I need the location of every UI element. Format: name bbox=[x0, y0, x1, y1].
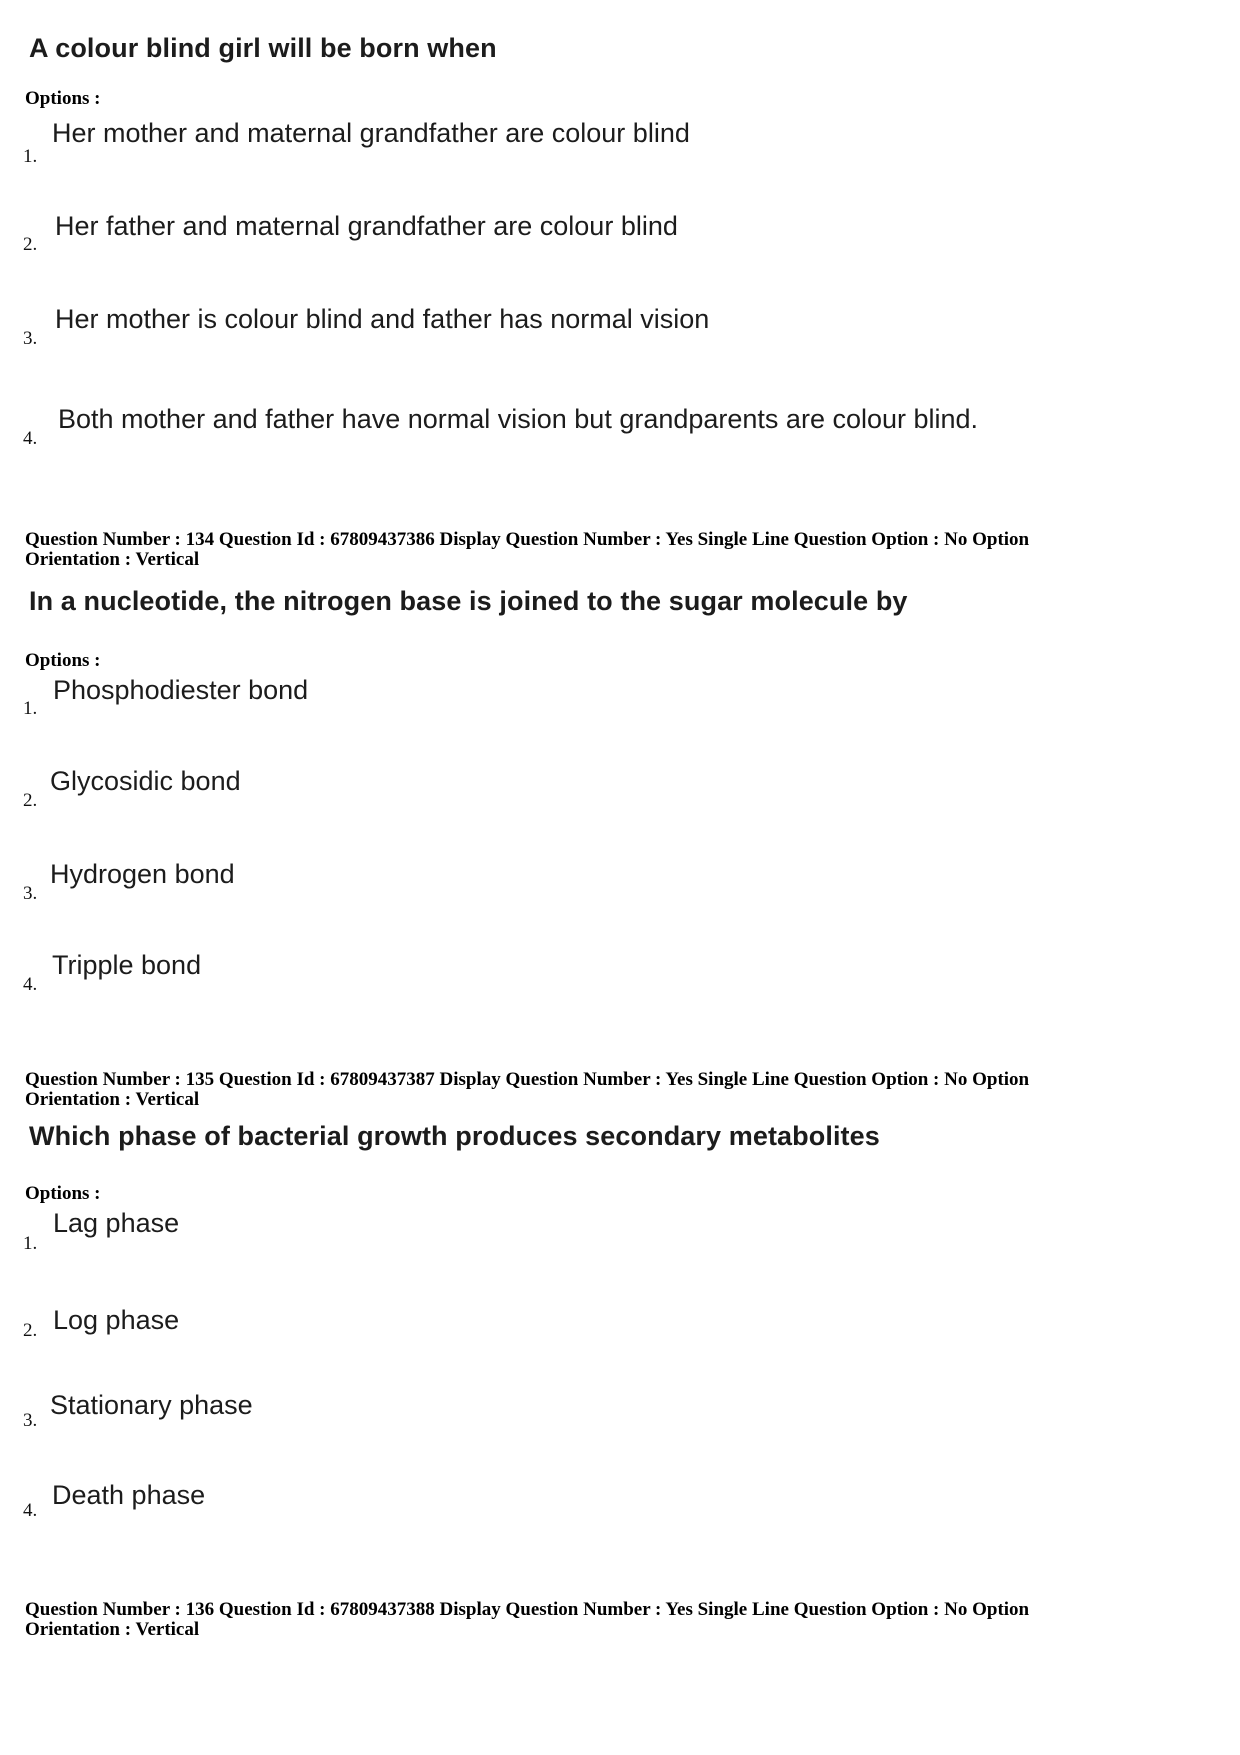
question-text: A colour blind girl will be born when bbox=[29, 33, 497, 63]
option-text: Her mother is colour blind and father has normal vision bbox=[55, 304, 710, 334]
option-text: Hydrogen bond bbox=[50, 859, 235, 889]
question-meta-line: Orientation : Vertical bbox=[25, 549, 200, 570]
options-label: Options : bbox=[25, 650, 101, 671]
question-meta bbox=[25, 1600, 1225, 1640]
option-number: 4. bbox=[23, 1500, 38, 1521]
option-text: Stationary phase bbox=[50, 1390, 253, 1420]
option-number: 3. bbox=[23, 328, 38, 349]
option-text: Death phase bbox=[52, 1480, 206, 1510]
question-meta-line: Orientation : Vertical bbox=[25, 1619, 200, 1640]
option-text: Lag phase bbox=[53, 1208, 180, 1238]
option-number: 4. bbox=[23, 974, 38, 995]
question-text: In a nucleotide, the nitrogen base is joined to the sugar molecule by bbox=[29, 586, 908, 616]
option-number: 2. bbox=[23, 1320, 38, 1341]
option-number: 3. bbox=[23, 883, 38, 904]
option-number: 1. bbox=[23, 1233, 38, 1254]
question-meta bbox=[25, 530, 1225, 570]
option-text: Phosphodiester bond bbox=[53, 675, 309, 705]
option-number: 3. bbox=[23, 1410, 38, 1431]
option-text: Both mother and father have normal vision but grandparents are colour blind. bbox=[58, 404, 979, 434]
option-number: 1. bbox=[23, 146, 38, 167]
option-text: Her father and maternal grandfather are colour blind bbox=[55, 211, 678, 241]
option-text: Her mother and maternal grandfather are colour blind bbox=[52, 118, 690, 148]
question-text: Which phase of bacterial growth produces secondary metabolites bbox=[29, 1121, 880, 1151]
option-number: 2. bbox=[23, 790, 38, 811]
options-label: Options : bbox=[25, 1183, 101, 1204]
question-meta-line: Question Number : 136 Question Id : 67809437388 Display Question Number : Yes Single Line Question Option : No Option bbox=[25, 1599, 1030, 1620]
option-text: Log phase bbox=[53, 1305, 180, 1335]
question-meta-line: Orientation : Vertical bbox=[25, 1089, 200, 1110]
question-meta-line: Question Number : 134 Question Id : 67809437386 Display Question Number : Yes Single Line Question Option : No Option bbox=[25, 529, 1030, 550]
option-number: 2. bbox=[23, 234, 38, 255]
question-meta-line: Question Number : 135 Question Id : 67809437387 Display Question Number : Yes Single Line Question Option : No Option bbox=[25, 1069, 1030, 1090]
option-text: Tripple bond bbox=[52, 950, 202, 980]
question-meta bbox=[25, 1070, 1225, 1110]
option-number: 4. bbox=[23, 428, 38, 449]
option-text: Glycosidic bond bbox=[50, 766, 241, 796]
options-label: Options : bbox=[25, 88, 101, 109]
option-number: 1. bbox=[23, 698, 38, 719]
